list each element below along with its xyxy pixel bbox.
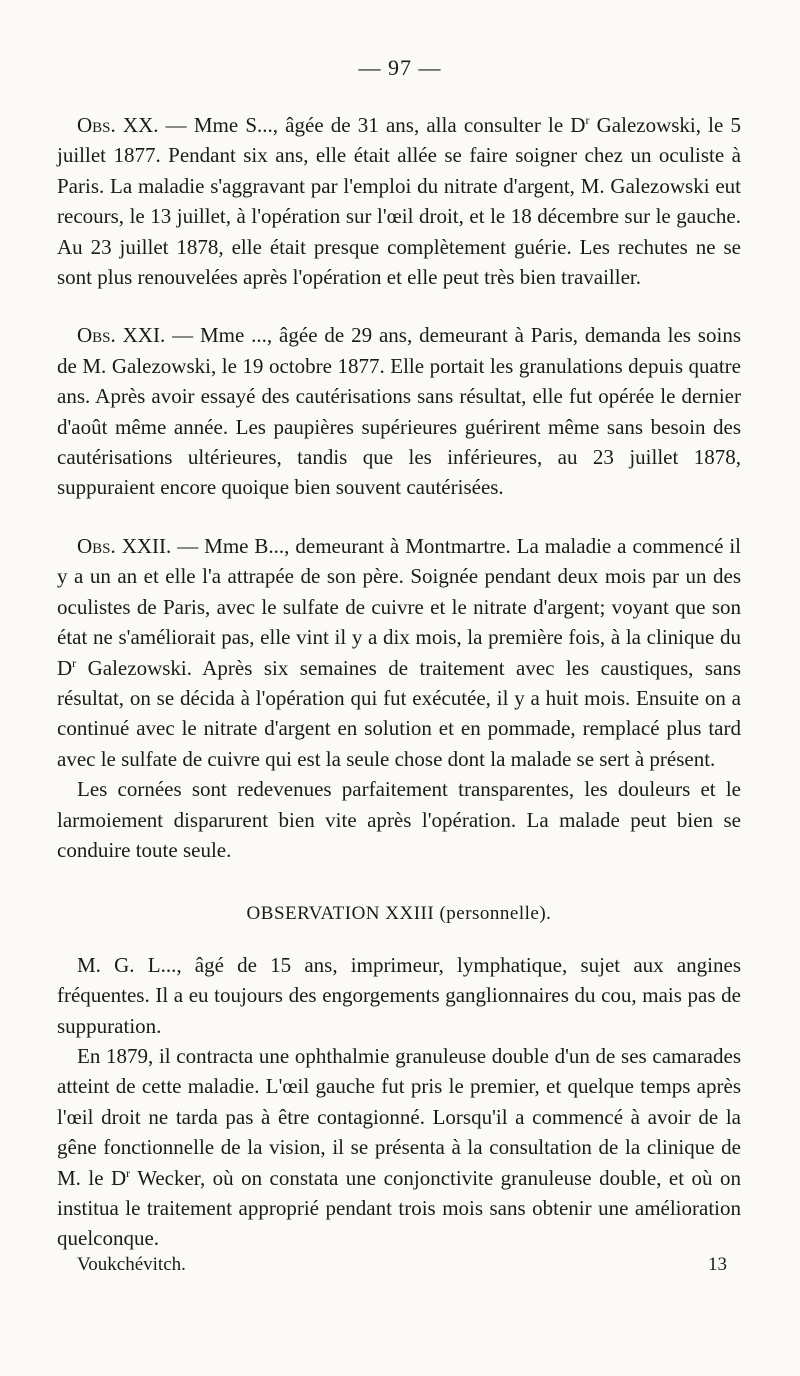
paragraph-text: M. G. L..., âgé de 15 ans, imprimeur, lymphatique, sujet aux angines fréquentes. Il a eu toujours des engorgements ganglionnaires du cou, mais pas de suppuration.	[57, 952, 741, 1038]
superscript: r	[585, 113, 590, 127]
observation-text-cont: Galezowski, le 5 juillet 1877. Pendant six ans, elle était allée se faire soigner chez un oculiste à Paris. La maladie s'aggravant par l'emploi du nitrate d'argent, M. Galezowski eut recours, le 13 juillet, à l'opération sur l'œil droit, et le 18 décembre sur le gauche. Au 23 juillet 1878, elle était presque complètement guérie. Les rechutes ne se sont plus renouvelées après l'opération et elle peut très bien travailler.	[57, 113, 742, 290]
observation-label: Obs. XXI.	[77, 323, 166, 348]
observation-text-cont: Galezowski. Après six semaines de traitement avec les caustiques, sans résultat, on se décida à l'opération qui fut exécutée, il y a huit mois. Ensuite on a continué avec le nitrate d'argent en solution et en pommade, remplacé plus tard avec le sulfate de cuivre qui est la seule chose dont la malade se sert à présent.	[57, 655, 741, 771]
footer-signature-number: 13	[708, 1254, 727, 1275]
observation-label: Obs. XX.	[77, 113, 159, 137]
superscript: r	[126, 1165, 131, 1180]
paragraph-text: En 1879, il contracta une ophthalmie granuleuse double d'un de ses camarades atteint de cette maladie. L'œil gauche fut pris le premier, et quelque temps après l'œil droit ne tarda pas à être contagionné. Lorsqu'il a commencé à avoir de la gêne fonctionnelle de la vision, il se présenta à la consultation de la clinique de M. le D	[57, 1043, 741, 1190]
observation-text: — Mme B..., demeurant à Montmartre. La maladie a commencé il y a un an et elle l'a attrapée de son père. Soignée pendant deux mois par un des oculistes de Paris, avec le sulfate de cuivre et le nitrate d'argent; voyant que son état ne s'améliorait pas, elle vint il y a dix mois, la première fois, à la clinique du D	[57, 533, 741, 680]
observation-23-paragraph-1	[57, 950, 741, 1041]
observation-20	[57, 110, 741, 292]
observation-22	[57, 531, 741, 774]
paragraph-text: Les cornées sont redevenues parfaitement transparentes, les douleurs et le larmoiement disparurent bien vite après l'opération. La malade peut bien se conduire toute seule.	[57, 777, 741, 862]
observation-text: — Mme S..., âgée de 31 ans, alla consulter le D	[158, 113, 586, 137]
observation-22-continued	[57, 774, 741, 865]
body-text	[57, 110, 741, 1254]
observation-label: Obs. XXII.	[77, 533, 172, 558]
observation-text: — Mme ..., âgée de 29 ans, demeurant à Paris, demanda les soins de M. Galezowski, le 19 octobre 1877. Elle portait les granulations depuis quatre ans. Après avoir essayé des cautérisations sans résultat, elle fut opérée le dernier d'août même année. Les paupières supérieures guérirent même sans besoin des cautérisations ultérieures, tandis que les inférieures, au 23 juillet 1878, suppuraient encore quoique bien souvent cautérisées.	[57, 323, 741, 500]
observation-23-heading: OBSERVATION XXIII (personnelle).	[246, 903, 552, 925]
page-number: — 97 —	[358, 55, 442, 80]
page-footer	[77, 1254, 727, 1276]
paragraph-text-cont: Wecker, où on constata une conjonctivite granuleuse double, et où on institua le traitement approprié pendant trois mois sans obtenir une amélioration quelconque.	[57, 1165, 741, 1251]
superscript: r	[72, 655, 77, 670]
footer-author: Voukchévitch.	[77, 1254, 186, 1275]
observation-21	[57, 320, 741, 502]
observation-23-paragraph-2	[57, 1041, 741, 1254]
